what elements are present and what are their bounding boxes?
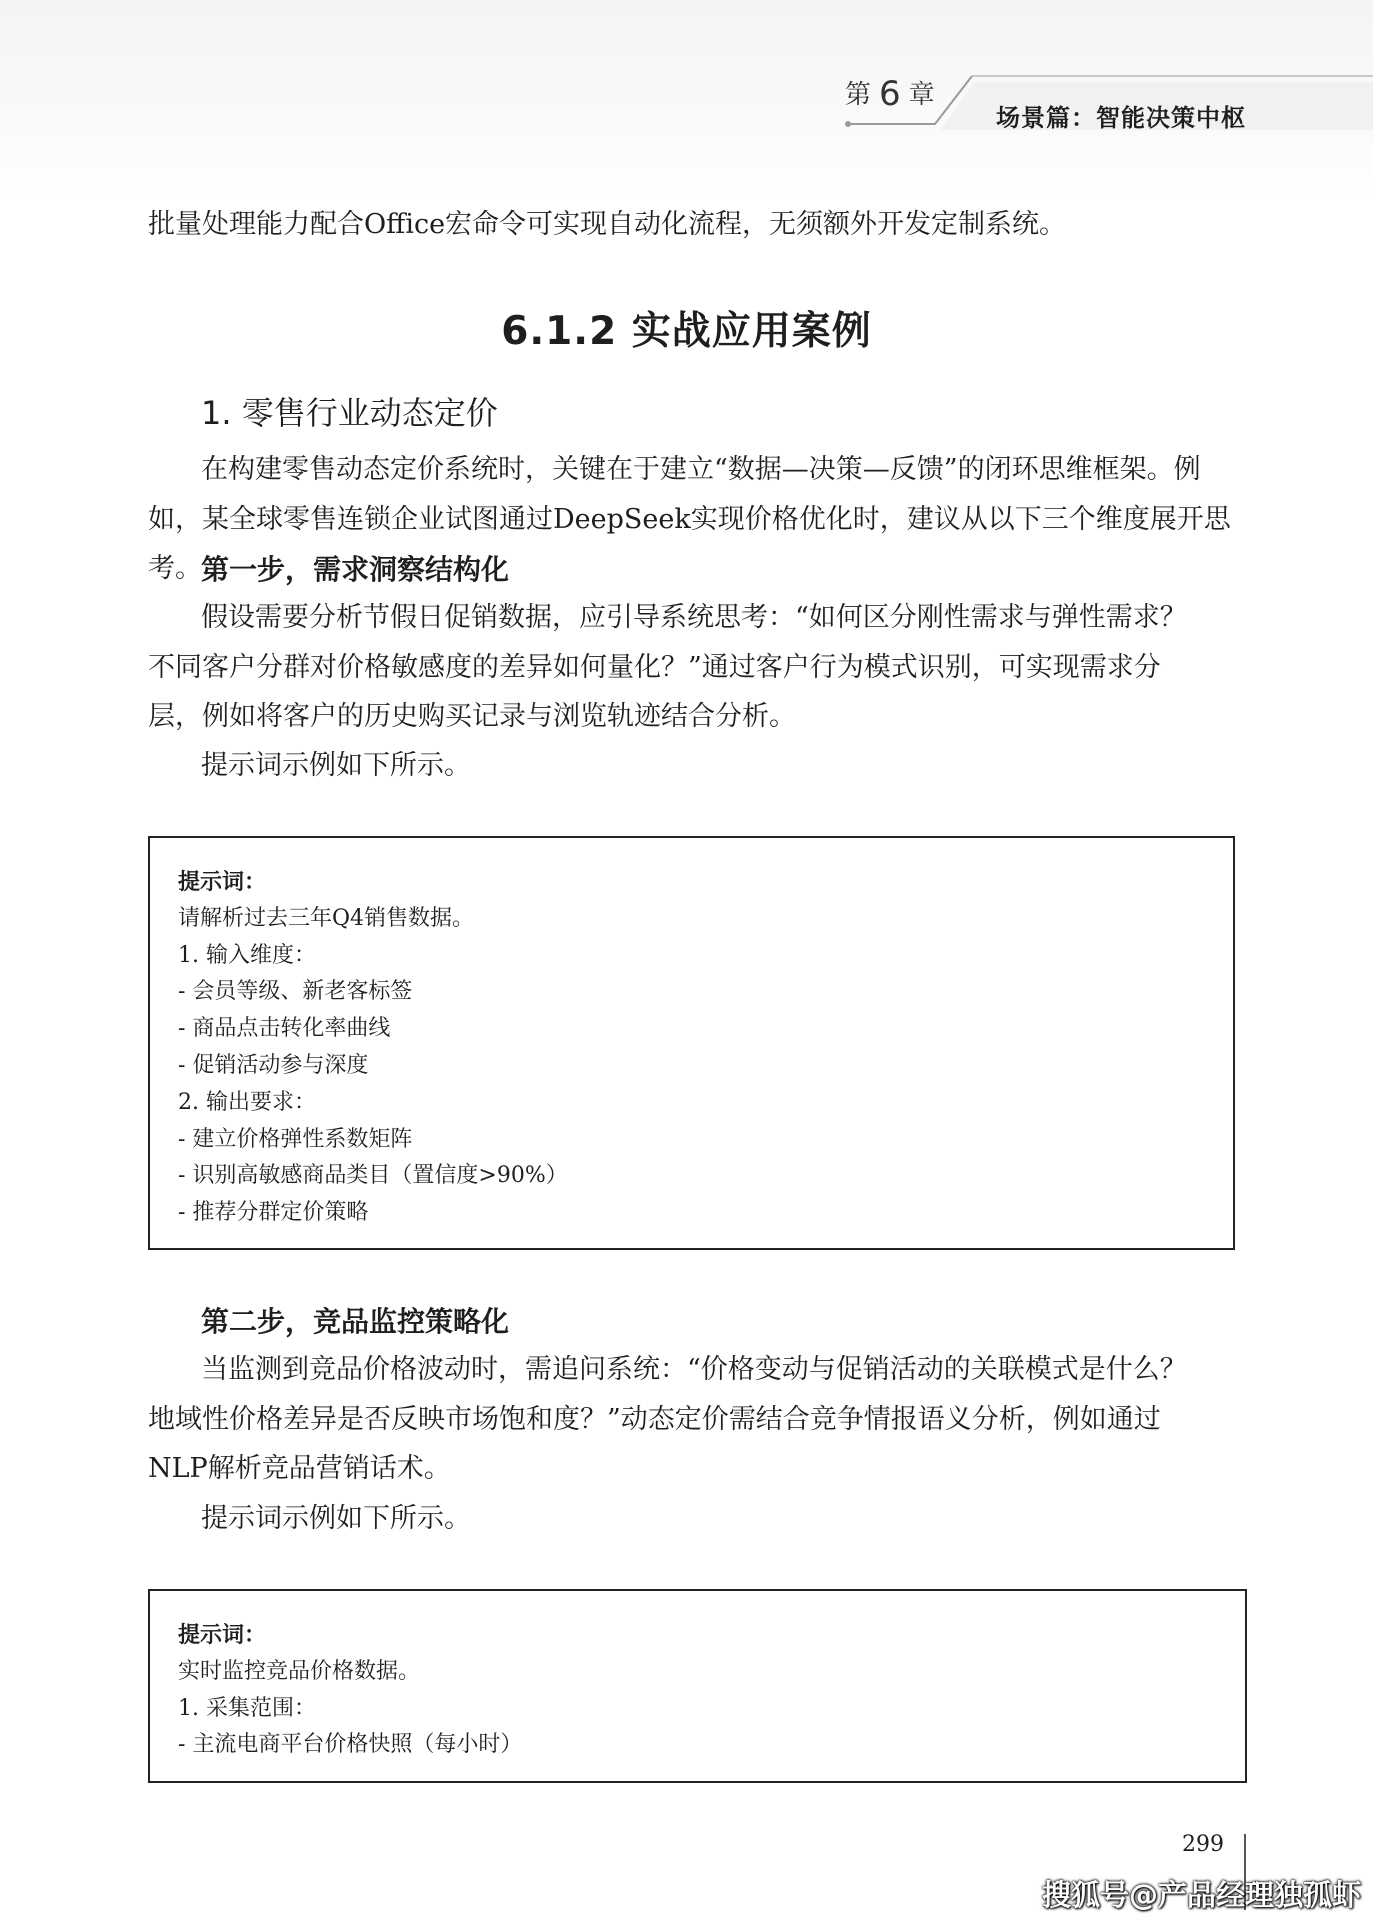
step2-example-note: 提示词示例如下所示。: [201, 1503, 471, 1534]
part-title: 场景篇：智能决策中枢: [996, 104, 1246, 132]
prompt-line: 实时监控竞品价格数据。: [178, 1658, 421, 1684]
chapter-label: [845, 74, 937, 114]
subsection-title: 1. 零售行业动态定价: [201, 394, 498, 432]
prompt-line: - 推荐分群定价策略: [178, 1200, 369, 1226]
prompt-line: - 主流电商平台价格快照（每小时）: [178, 1732, 523, 1758]
prompt-label: 提示词：: [178, 869, 267, 895]
step1-line1: 假设需要分析节假日促销数据，应引导系统思考：“如何区分刚性需求与弹性需求？: [201, 602, 1187, 633]
step2-line2: 地域性价格差异是否反映市场饱和度？”动态定价需结合竞争情报语义分析，例如通过: [148, 1404, 1161, 1435]
step2-title: 第二步，竞品监控策略化: [201, 1305, 510, 1338]
prompt-line: 1. 输入维度：: [178, 942, 316, 968]
chapter-suffix: 章: [908, 80, 937, 110]
chapter-prefix: 第: [845, 80, 874, 110]
prompt-line: - 商品点击转化率曲线: [178, 1016, 391, 1042]
prompt-line: 2. 输出要求：: [178, 1089, 316, 1115]
prompt-line: 请解析过去三年Q4销售数据。: [178, 905, 475, 931]
prompt-line: - 会员等级、新老客标签: [178, 979, 413, 1005]
prompt-line: - 建立价格弹性系数矩阵: [178, 1126, 413, 1152]
section-title: 6.1.2 实战应用案例: [501, 309, 872, 354]
para1-line2: 如，某全球零售连锁企业试图通过DeepSeek实现价格优化时，建议从以下三个维度展开思考。: [148, 504, 1231, 584]
step1-title: 第一步，需求洞察结构化: [201, 553, 510, 586]
prompt-box-1: [148, 836, 1235, 1250]
chapter-number: 6: [879, 74, 903, 114]
prompt-line: - 促销活动参与深度: [178, 1052, 369, 1078]
step1-line2: 不同客户分群对价格敏感度的差异如何量化？”通过客户行为模式识别，可实现需求分: [148, 652, 1161, 683]
page-number: 299: [1182, 1832, 1224, 1857]
intro-line: 批量处理能力配合Office宏命令可实现自动化流程，无须额外开发定制系统。: [148, 209, 1067, 240]
prompt-label: 提示词：: [178, 1622, 267, 1648]
step2-line3: NLP解析竞品营销话术。: [148, 1453, 451, 1484]
prompt-line: 1. 采集范围：: [178, 1695, 316, 1721]
step1-line3: 层，例如将客户的历史购买记录与浏览轨迹结合分析。: [148, 701, 796, 732]
step1-example-note: 提示词示例如下所示。: [201, 750, 471, 781]
watermark: 搜狐号@产品经理独孤虾: [1042, 1878, 1362, 1912]
step2-line1: 当监测到竞品价格波动时，需追问系统：“价格变动与促销活动的关联模式是什么？: [201, 1354, 1187, 1385]
prompt-line: - 识别高敏感商品类目（置信度>90%）: [178, 1163, 568, 1189]
prompt-box-2: [148, 1589, 1247, 1783]
para1-line1: 在构建零售动态定价系统时，关键在于建立“数据—决策—反馈”的闭环思维框架。例: [201, 454, 1201, 485]
